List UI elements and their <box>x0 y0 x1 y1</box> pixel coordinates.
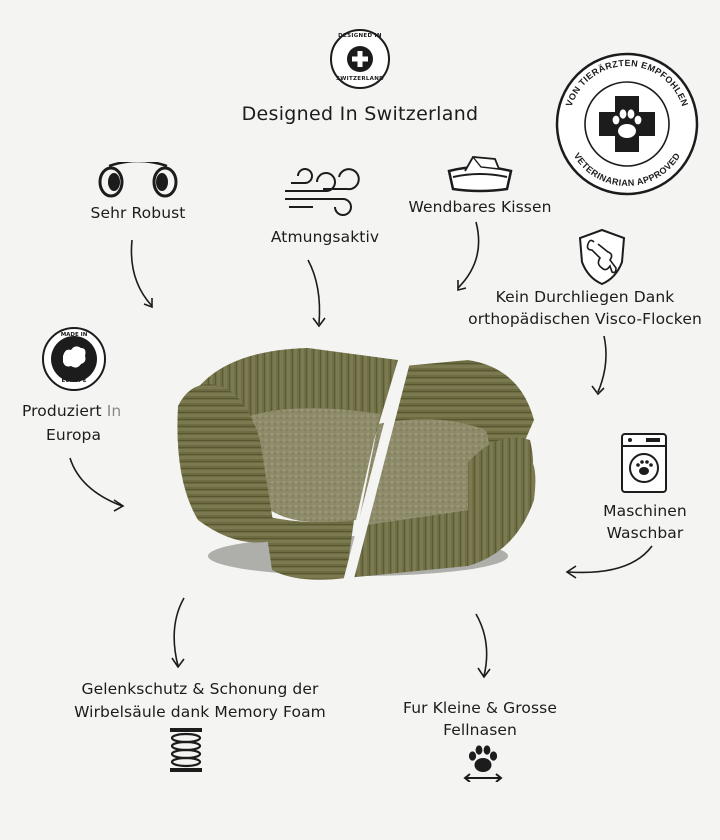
arrow-washable <box>560 542 660 582</box>
feature-europe-line2: Europa <box>46 426 102 444</box>
feature-robust-label: Sehr Robust <box>90 204 186 222</box>
feature-joint-line2: Wirbelsäule dank Memory Foam <box>74 703 326 721</box>
feature-orthopedic-line1: Kein Durchliegen Dank <box>495 288 675 306</box>
europe-badge-bottom: EUROPE <box>61 378 87 384</box>
seal-bottom-text: VETERINARIAN APPROVED <box>571 150 683 189</box>
arrow-europe <box>66 454 130 514</box>
dog-bed-image <box>168 330 548 590</box>
feature-europe-line1 <box>22 400 121 422</box>
feature-reversible-label: Wendbares Kissen <box>408 198 552 216</box>
arrow-joint <box>166 596 196 672</box>
page-title: Designed In Switzerland <box>241 103 479 125</box>
arrow-reversible <box>448 220 488 296</box>
headphones-robust-icon <box>97 162 179 198</box>
europe-badge-top: MADE IN <box>60 332 88 338</box>
arrow-orthopedic <box>586 334 616 398</box>
feature-washable-line2: Waschbar <box>606 524 684 542</box>
cushion-reversible-icon <box>443 155 517 193</box>
svg-text:VETERINARIAN APPROVED <box>572 151 682 188</box>
badge-top-text: DESIGNED IN <box>338 33 382 39</box>
svg-text:VON TIERÄRZTEN EMPFOHLEN <box>564 58 690 108</box>
feature-breathable-label: Atmungsaktiv <box>270 228 380 246</box>
arrow-robust <box>120 236 160 316</box>
feature-joint-line1: Gelenkschutz & Schonung der <box>81 680 319 698</box>
seal-top-text: VON TIERÄRZTEN EMPFOHLEN <box>563 57 691 108</box>
feature-washable-line1: Maschinen <box>603 502 687 520</box>
seal-lettering <box>553 50 701 198</box>
memory-foam-spring-icon <box>166 726 206 774</box>
washing-machine-icon <box>620 432 668 494</box>
bone-joint-shield-icon <box>576 228 628 286</box>
arrow-sizes <box>468 612 498 682</box>
feature-europe-line1-a: Produziert <box>22 402 107 420</box>
feature-orthopedic-line2: orthopädischen Visco-Flocken <box>468 310 702 328</box>
paw-size-icon <box>462 744 504 782</box>
feature-europe-in: In <box>106 402 122 420</box>
wind-breathable-icon <box>283 165 363 217</box>
arrow-breathable <box>300 258 340 332</box>
feature-sizes-line2: Fellnasen <box>443 721 517 739</box>
badge-bottom-text: SWITZERLAND <box>335 76 385 82</box>
feature-sizes-line1: Fur Kleine & Grosse <box>403 699 557 717</box>
